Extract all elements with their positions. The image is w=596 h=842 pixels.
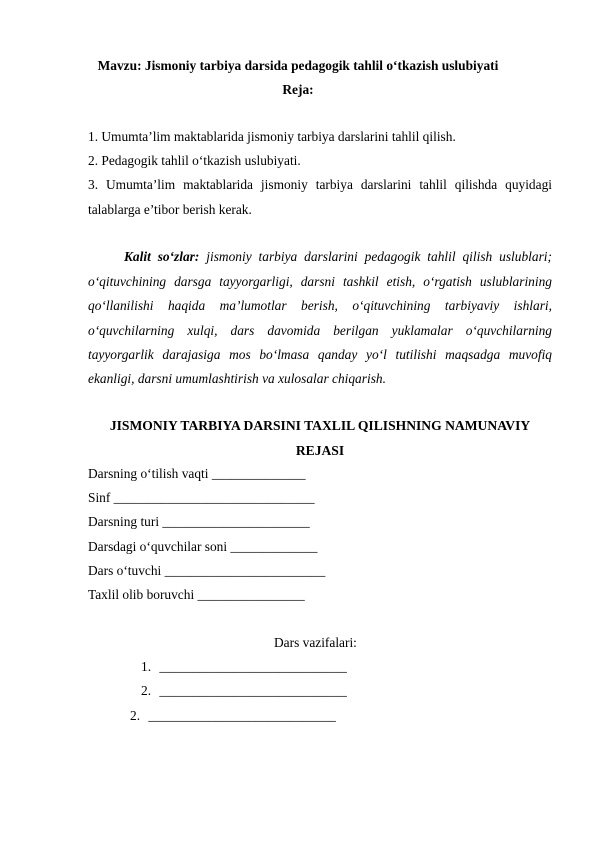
section-title: JISMONIY TARBIYA DARSINI TAXLIL QILISHNING NAMUNAVIY bbox=[109, 418, 531, 433]
plan-item: 2. Pedagogik tahlil o‘tkazish uslubiyati. bbox=[88, 153, 301, 168]
task-item bbox=[141, 683, 347, 699]
keywords-text: qo‘llanilishi haqida ma’lumotlar berish, o‘qituvchining tarbiyaviy ishlari, bbox=[88, 298, 552, 313]
keywords-label: Kalit so‘zlar: bbox=[124, 249, 200, 264]
form-field-class: Sinf ______________________________ bbox=[88, 490, 315, 505]
plan-label: Reja: bbox=[282, 82, 314, 97]
task-blank-line: ____________________________ bbox=[159, 683, 347, 698]
form-field-analyst: Taxlil olib boruvchi ________________ bbox=[88, 587, 305, 602]
keywords-text: jismoniy tarbiya darslarini pedagogik tahlil qilish uslublari; bbox=[206, 249, 552, 264]
topic-title: Mavzu: Jismoniy tarbiya darsida pedagogik tahlil o‘tkazish uslubiyati bbox=[97, 58, 499, 73]
task-number: 1. bbox=[141, 659, 152, 674]
keywords-first-line bbox=[124, 249, 552, 265]
keywords-text: tayyorgarlik darajasiga mos bo‘lmasa qanday yo‘l tutilishi maqsadga muvofiq bbox=[88, 347, 552, 362]
plan-item: 3. Umumta’lim maktablarida jismoniy tarbiya darslarini tahlil qilishda quyidagi bbox=[88, 177, 552, 192]
keywords-text: ekanligi, darsni umumlashtirish va xulosalar chiqarish. bbox=[88, 371, 386, 386]
task-number: 2. bbox=[141, 683, 152, 698]
task-blank-line: ____________________________ bbox=[159, 659, 347, 674]
tasks-label: Dars vazifalari: bbox=[274, 635, 357, 650]
keywords-text: o‘qituvchining darsga tayyorgarligi, darsni tashkil etish, o‘rgatish uslublarining bbox=[88, 274, 552, 289]
task-item bbox=[130, 708, 336, 724]
keywords-text: o‘quvchilarning xulqi, dars davomida berilgan yuklamalar o‘quvchilarning bbox=[88, 323, 552, 338]
plan-item: 1. Umumta’lim maktablarida jismoniy tarbiya darslarini tahlil qilish. bbox=[88, 129, 456, 144]
task-item bbox=[141, 659, 347, 675]
task-blank-line: ____________________________ bbox=[148, 708, 336, 723]
form-field-teacher: Dars o‘tuvchi ________________________ bbox=[88, 563, 326, 578]
plan-item-continuation: talablarga e’tibor berish kerak. bbox=[88, 202, 252, 217]
section-title: REJASI bbox=[295, 443, 345, 458]
form-field-lesson-type: Darsning turi ______________________ bbox=[88, 514, 310, 529]
form-field-lesson-time: Darsning o‘tilish vaqti ______________ bbox=[88, 466, 306, 481]
form-field-student-count: Darsdagi o‘quvchilar soni _____________ bbox=[88, 539, 318, 554]
task-number: 2. bbox=[130, 708, 141, 723]
